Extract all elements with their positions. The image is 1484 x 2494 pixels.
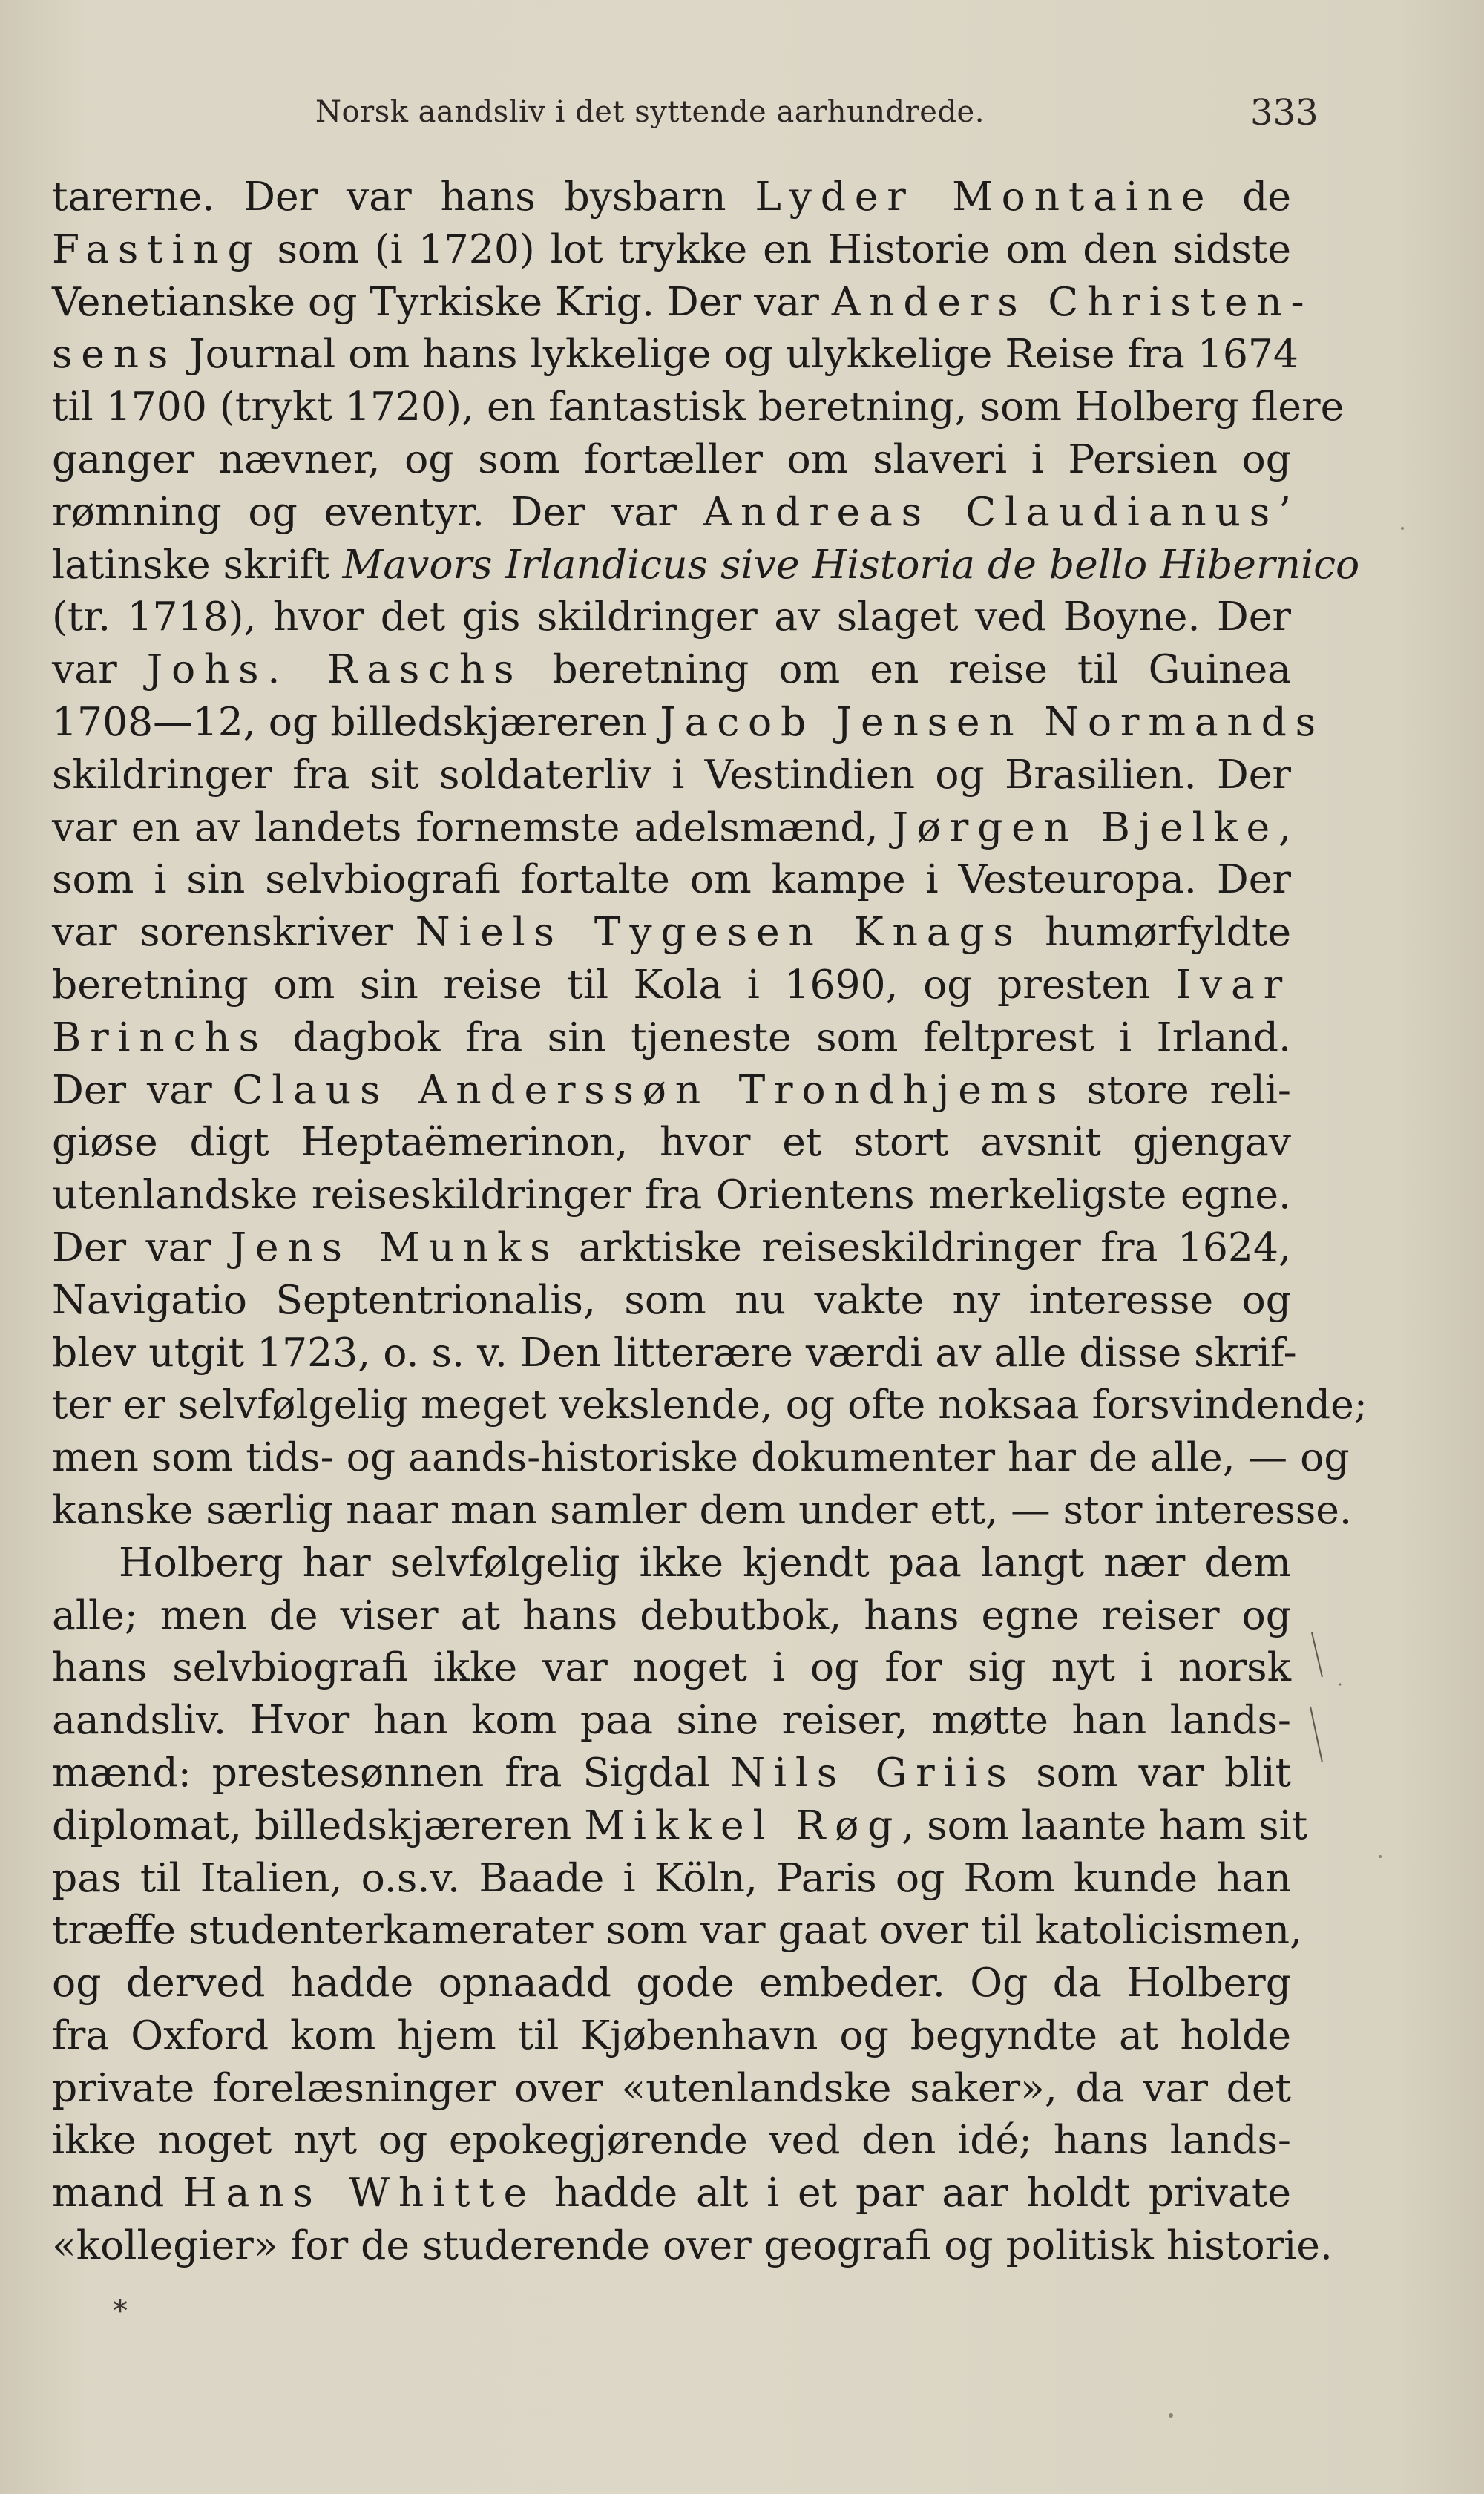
text-line (52, 2219, 1333, 2272)
text-line (52, 276, 1313, 329)
text-run: «kollegier» for de studerende over geografi og politisk historie. (52, 2222, 1333, 2269)
text-run: Journal om hans lykkelige og ulykkelige Reise fra 1674 (177, 330, 1298, 378)
spaced-name: sens (52, 330, 177, 378)
text-run: til 1700 (trykt 1720), en fantastisk beretning, som Holberg flere (52, 383, 1345, 430)
text-line (52, 1904, 1303, 1957)
text-line (52, 2009, 1291, 2062)
text-line (52, 1799, 1308, 1852)
text-run: blev utgit 1723, o. s. v. Den litterære værdi av alle disse skrif- (52, 1328, 1297, 1376)
text-run: 1708—12, og billedskjæreren (52, 698, 660, 745)
text-line (52, 1484, 1352, 1537)
text-run: beretning om en reise til Guinea (522, 646, 1292, 693)
text-line (52, 1537, 1291, 1589)
text-run: kanske særlig naar man samler dem under ett, — stor interesse. (52, 1486, 1352, 1533)
text-line (52, 853, 1291, 906)
text-line (52, 906, 1291, 959)
text-run: Navigatio Septentrionalis, som nu vakte ny interesse og (52, 1276, 1291, 1323)
text-run: fra Oxford kom hjem til Kjøbenhavn og begyndte at holde (52, 2011, 1291, 2058)
text-line (52, 591, 1291, 643)
text-line (52, 1431, 1350, 1484)
text-line (52, 643, 1291, 696)
text-line (52, 1641, 1291, 1694)
spaced-name: Andreas Claudianus (703, 488, 1278, 535)
text-line (52, 2062, 1291, 2115)
spaced-name: Claus Anderssøn Trondhjems (232, 1066, 1066, 1113)
text-run: som i sin selvbiografi fortalte om kampe i Vesteuropa. Der (52, 856, 1291, 903)
text-run: alle; men de viser at hans debutbok, hans egne reiser og (52, 1591, 1291, 1638)
text-run: var sorenskriver (52, 908, 416, 956)
paper-speck (1169, 2413, 1173, 2418)
text-run: ’ (1278, 488, 1291, 535)
text-run: mænd: prestesønnen fra Sigdal (52, 1748, 731, 1796)
text-run: Holberg har selvfølgelig ikke kjendt paa langt nær dem (119, 1538, 1291, 1586)
text-line (52, 801, 1291, 854)
text-run: ikke noget nyt og epokegjørende ved den idé; hans lands- (52, 2116, 1291, 2164)
text-run: , (1278, 803, 1291, 850)
text-run: som (i 1720) lot trykke en Historie om den sidste (261, 225, 1291, 272)
spaced-name: Nils Griis (730, 1748, 1016, 1796)
text-run: utenlandske reiseskildringer fra Orientens merkeligste egne. (52, 1171, 1291, 1218)
text-run: ganger nævner, og som fortæller om slaveri i Persien og (52, 435, 1291, 482)
text-line (52, 223, 1291, 276)
text-run: skildringer fra sit soldaterliv i Vestindien og Brasilien. Der (52, 750, 1291, 798)
text-run: aandsliv. Hvor han kom paa sine reiser, møtte han lands- (52, 1696, 1291, 1744)
page-number: 333 (1250, 92, 1319, 134)
text-run: giøse digt Heptaëmerinon, hvor et stort avsnit gjengav (52, 1118, 1291, 1166)
text-line (52, 1379, 1368, 1431)
text-line (52, 1274, 1291, 1327)
text-line (52, 1169, 1291, 1221)
text-line (52, 539, 1360, 591)
text-run: de (1213, 173, 1291, 220)
text-run: tarerne. Der var hans bysbarn (52, 173, 755, 220)
text-run: dagbok fra sin tjeneste som feltprest i Irland. (267, 1013, 1291, 1060)
spaced-name: Ivar (1175, 960, 1291, 1008)
paper-speck (1379, 1855, 1382, 1858)
spaced-name: Johs. Raschs (146, 646, 523, 693)
paper-speck (1401, 527, 1404, 530)
spaced-name: Hans Whitte (183, 2169, 536, 2216)
text-run: træffe studenterkamerater som var gaat over til katolicismen, (52, 1906, 1303, 1954)
text-run: var en av landets fornemste adelsmænd, (52, 803, 893, 850)
spaced-name: Mikkel Røg (584, 1801, 902, 1848)
body-text (52, 171, 1368, 2272)
text-line (52, 171, 1291, 223)
text-line (52, 2114, 1291, 2167)
text-run: Der var (52, 1066, 233, 1113)
text-run: arktiske reiseskildringer fra 1624, (559, 1223, 1292, 1270)
spaced-name: Jens Munks (230, 1223, 559, 1270)
text-run: hadde alt i et par aar holdt private (535, 2169, 1291, 2216)
spaced-name: Niels Tygesen Knags (415, 908, 1022, 956)
text-line (52, 1957, 1291, 2009)
text-run: som var blit (1015, 1748, 1291, 1796)
text-run: latinske skrift (52, 540, 343, 588)
spaced-name: Brinchs (52, 1013, 268, 1060)
spaced-name: Jørgen Bjelke (892, 803, 1278, 850)
text-run: pas til Italien, o.s.v. Baade i Köln, Paris og Rom kunde han (52, 1854, 1291, 1901)
text-line (52, 381, 1345, 433)
text-line (52, 1747, 1291, 1799)
italic-title: Mavors Irlandicus sive Historia de bello Hibernico (342, 540, 1360, 588)
text-line (52, 959, 1291, 1011)
text-run: Der var (52, 1223, 231, 1270)
text-line (52, 2167, 1291, 2219)
text-line (52, 1327, 1297, 1379)
text-run: (tr. 1718), hvor det gis skildringer av slaget ved Boyne. Der (52, 593, 1291, 640)
text-run: men som tids- og aands-historiske dokumenter har de alle, — og (52, 1434, 1350, 1481)
text-run: var (52, 646, 147, 693)
margin-pencil-mark (1306, 1632, 1343, 1766)
text-run: ter er selvfølgelig meget vekslende, og ofte noksaa forsvindende; (52, 1381, 1368, 1428)
text-run: diplomat, billedskjæreren (52, 1801, 585, 1848)
spaced-name: Fasting (52, 225, 262, 272)
text-run: , som laante ham sit (902, 1801, 1308, 1848)
text-run: rømning og eventyr. Der var (52, 488, 703, 535)
running-title: Norsk aandsliv i det syttende aarhundrede. (315, 95, 985, 129)
text-run: Venetianske og Tyrkiske Krig. Der var (52, 278, 832, 325)
text-line (52, 433, 1291, 486)
text-line (52, 1064, 1291, 1117)
text-line (52, 1221, 1291, 1274)
text-run: og derved hadde opnaadd gode embeder. Og da Holberg (52, 1959, 1291, 2006)
text-line (52, 749, 1291, 801)
text-run: hans selvbiografi ikke var noget i og for sig nyt i norsk (52, 1644, 1291, 1691)
text-line (52, 1589, 1291, 1642)
text-line (52, 1694, 1291, 1747)
spaced-name: Lyder Montaine (755, 173, 1214, 220)
text-line (52, 1852, 1291, 1905)
text-line (52, 328, 1298, 381)
page-header (0, 92, 1484, 140)
text-line (52, 1011, 1291, 1064)
text-line (52, 486, 1291, 539)
text-run: private forelæsninger over «utenlandske saker», da var det (52, 2064, 1291, 2111)
text-run: humørfyldte (1022, 908, 1291, 956)
text-run: store reli- (1066, 1066, 1292, 1113)
text-run: beretning om sin reise til Kola i 1690, og presten (52, 960, 1176, 1008)
text-line (52, 696, 1324, 749)
spaced-name: Jacob Jensen Normands (660, 698, 1324, 745)
text-line (52, 1116, 1291, 1169)
text-run: mand (52, 2169, 183, 2216)
spaced-name: Anders Christen- (831, 278, 1313, 325)
section-asterisk: * (113, 2294, 128, 2329)
